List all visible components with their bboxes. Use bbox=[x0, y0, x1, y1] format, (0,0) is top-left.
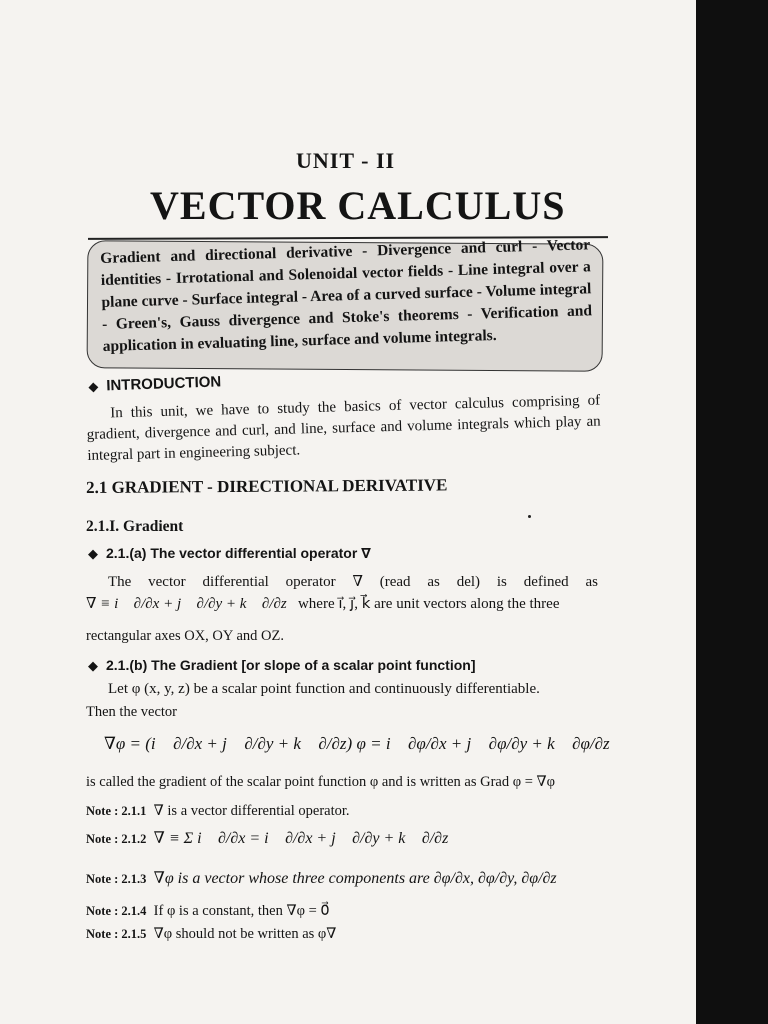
note-label: Note : 2.1.3 bbox=[86, 872, 147, 886]
stray-dot bbox=[528, 515, 531, 518]
gradient-definition-text: is called the gradient of the scalar point function φ and is written as Grad φ = ∇φ bbox=[86, 774, 556, 790]
subsection-a-heading-text: 2.1.(a) The vector differential operator ∇ bbox=[106, 545, 371, 561]
introduction-heading-text: INTRODUCTION bbox=[105, 373, 222, 395]
del-operator-definition: ∇ ≡ i⃗ ∂/∂x + j⃗ ∂/∂y + k⃗ ∂/∂z bbox=[86, 596, 287, 612]
diamond-bullet-icon: ◆ bbox=[88, 658, 98, 673]
note-label: Note : 2.1.1 bbox=[86, 804, 147, 818]
note-2-1-5 bbox=[86, 926, 336, 943]
scalar-function-text: Let φ (x, y, z) be a scalar point function and continuously differentiable. bbox=[108, 681, 540, 697]
note-label: Note : 2.1.4 bbox=[86, 904, 147, 918]
unit-vectors-text: where i⃗, j⃗, k⃗ are unit vectors along the three bbox=[297, 596, 560, 612]
diamond-bullet-icon: ◆ bbox=[88, 378, 99, 394]
note-text: ∇φ is a vector whose three components are ∂φ/∂x, ∂φ/∂y, ∂φ/∂z bbox=[153, 870, 557, 887]
subsection-b-heading bbox=[88, 657, 475, 674]
operator-intro-line: The vector differential operator ∇ (read as del) is defined as bbox=[108, 574, 598, 590]
note-2-1-4 bbox=[86, 903, 330, 920]
note-2-1-2 bbox=[86, 828, 448, 848]
subsection-b-heading-text: 2.1.(b) The Gradient [or slope of a scalar point function] bbox=[106, 657, 476, 673]
note-text: ∇ is a vector differential operator. bbox=[153, 803, 350, 819]
then-vector-text: Then the vector bbox=[86, 704, 177, 720]
note-label: Note : 2.1.2 bbox=[86, 832, 147, 846]
syllabus-text: Gradient and directional derivative - Divergence and curl - Vector identities - Irrotational and Solenoidal vector fields - Line integral over a plane curve - Surface integral - Area of a curved surface - Volume integral - Green's, Gauss divergence and Stoke's theorems - Verification and application in evaluating line, surface and volume integrals. bbox=[100, 236, 593, 355]
section-2-1-heading: 2.1 GRADIENT - DIRECTIONAL DERIVATIVE bbox=[86, 475, 448, 497]
operator-definition-line bbox=[86, 594, 559, 613]
subsection-a-heading bbox=[88, 545, 371, 562]
operator-intro-text bbox=[108, 572, 598, 591]
chapter-title: VECTOR CALCULUS bbox=[150, 183, 566, 228]
note-label: Note : 2.1.5 bbox=[86, 927, 147, 941]
rectangular-axes-text: rectangular axes OX, OY and OZ. bbox=[86, 628, 284, 644]
introduction-body: In this unit, we have to study the basics of vector calculus comprising of gradient, divergence and curl, and line, surface and volume integrals which play an integral part in engineering subject. bbox=[86, 392, 601, 464]
note-text: ∇φ should not be written as φ∇ bbox=[153, 926, 337, 942]
diamond-bullet-icon: ◆ bbox=[88, 546, 98, 561]
section-2-1-1-heading: 2.1.I. Gradient bbox=[86, 518, 184, 535]
note-2-1-1 bbox=[86, 803, 350, 820]
introduction-heading bbox=[88, 373, 222, 395]
note-2-1-3 bbox=[86, 868, 557, 888]
dark-background-edge bbox=[696, 0, 768, 1024]
note-text: ∇ ≡ Σ i⃗ ∂/∂x = i⃗ ∂/∂x + j⃗ ∂/∂y + k⃗ ∂/∂z bbox=[153, 830, 449, 847]
gradient-equation: ∇φ = (i⃗ ∂/∂x + j⃗ ∂/∂y + k⃗ ∂/∂z) φ = i⃗ ∂φ/∂x + j⃗ ∂φ/∂y + k⃗ ∂φ/∂z bbox=[104, 734, 610, 753]
note-text: If φ is a constant, then ∇φ = 0⃗ bbox=[153, 903, 330, 919]
unit-label: UNIT - II bbox=[296, 148, 396, 173]
